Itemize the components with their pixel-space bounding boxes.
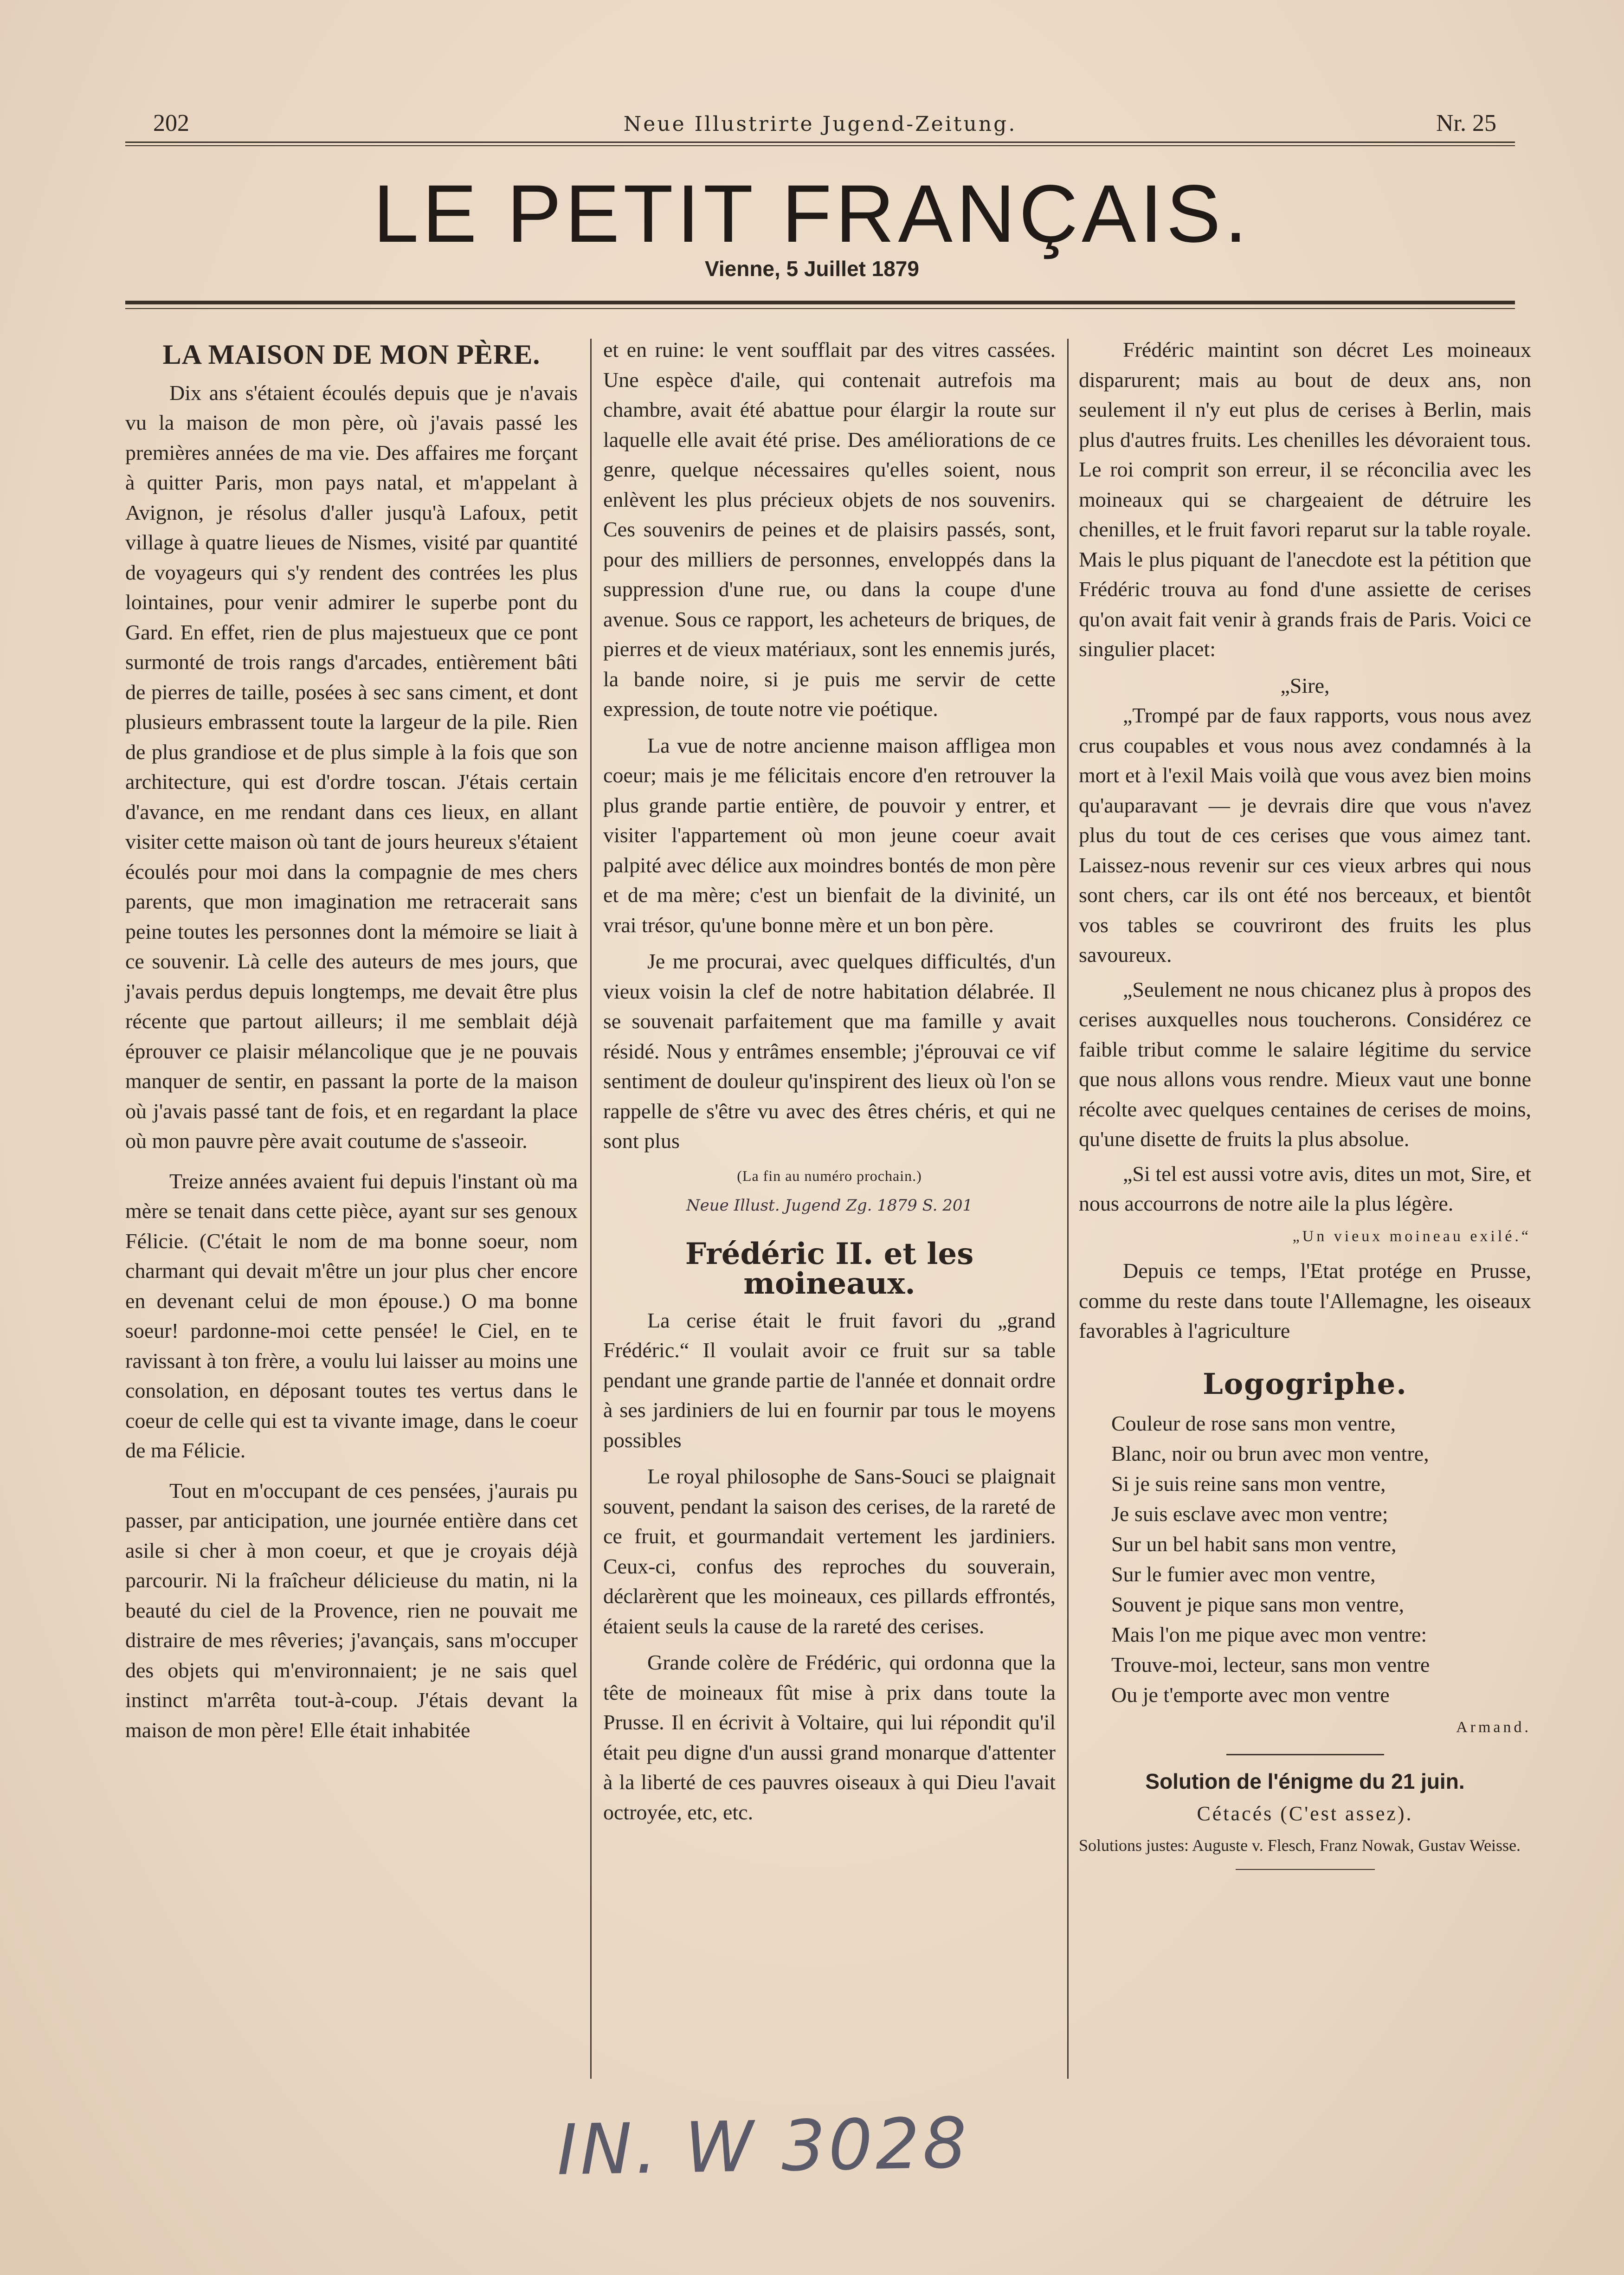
page-number: 202 bbox=[153, 110, 189, 136]
article-paragraph: La cerise était le fruit favori du „grand Frédéric.“ Il voulait avoir ce fruit sur sa table pendant une grande partie de l'année et donnait ordre à ses jardiniers de lui en fournir par tous le moyens possibles bbox=[603, 1308, 1056, 1452]
running-title: Neue Illustrirte Jugend-Zeitung. bbox=[623, 112, 1017, 136]
solution-solvers: Solutions justes: Auguste v. Flesch, Franz Nowak, Gustav Weisse. bbox=[1079, 1836, 1521, 1855]
letter-paragraph: „Seulement ne nous chicanez plus à propos des cerises auxquelles nous toucherons. Considérez ce faible tribut comme le salaire légitime du service que nous allons vous rendre. Mieux vaut une bonne récolte avec quelques centaines de cerises de moins, qu'une disette de fruits la plus absolue. bbox=[1079, 977, 1531, 1151]
header-rule-thin bbox=[125, 145, 1515, 146]
column-2 bbox=[603, 335, 1056, 1827]
article-paragraph: Le royal philosophe de Sans-Souci se plaignait souvent, pendant la saison des cerises, de la rareté de ce fruit, et gourmandait vertement les jardiniers. Ceux-ci, confus des reproches du souverain, déclarèrent que les moineaux, ces pillards effrontés, étaient seuls la cause de la rareté des cerises. bbox=[603, 1464, 1056, 1638]
column-3 bbox=[1079, 335, 1531, 1881]
header-rule bbox=[125, 142, 1515, 143]
solution-answer: Cétacés (C'est assez). bbox=[1197, 1802, 1413, 1825]
masthead-rule-thin bbox=[125, 308, 1515, 309]
poem-line: Trouve-moi, lecteur, sans mon ventre bbox=[1111, 1653, 1430, 1676]
issue-number: Nr. 25 bbox=[1436, 110, 1496, 136]
archive-stamp: IN. W 3028 bbox=[556, 2103, 970, 2191]
article-title: LA MAISON DE MON PÈRE. bbox=[162, 339, 541, 370]
riddle-title: Logogriphe. bbox=[1203, 1366, 1407, 1401]
poem-line: Blanc, noir ou brun avec mon ventre, bbox=[1111, 1442, 1429, 1465]
article-paragraph: Treize années avaient fui depuis l'instant où ma mère se tenait dans cette pièce, ayant sur ses genoux Félicie. (C'était le nom de ma bonne soeur, nom charmant qui devait m'être un jour plus cher encore en devenant celui de mon épouse.) O ma bonne soeur! pardonne-moi cette pensée! le Ciel, en te ravissant à ton frère, a voulu lui laisser au moins une consolation, en déposant toutes tes vertus dans le coeur de celle qui est ta vivante image, dans le coeur de ma Félicie. bbox=[125, 1169, 578, 1462]
article-paragraph: Je me procurai, avec quelques difficultés, d'un vieux voisin la clef de notre habitation délabrée. Il se souvenait parfaitement que ma famille y avait résidé. Nous y entrâmes ensemble; j'éprouvai ce vif sentiment de douleur qu'inspirent des lieux où l'on se rappelle de s'être vu avec des êtres chéris, et qui ne sont plus bbox=[603, 949, 1056, 1153]
letter-paragraph: „Trompé par de faux rapports, vous nous avez crus coupables et vous nous avez condamnés à la mort et à l'exil Mais voilà que vous avez bien moins qu'auparavant — je devrais dire que vous n'avez plus du tout de ces cerises que vous aimez tant. Laissez-nous revenir sur ces vieux arbres qui nous sont chers, car ils ont été nos berceaux, et bientôt vos tables se couvriront des fruits les plus savoureux. bbox=[1079, 703, 1531, 967]
riddle-author: Armand. bbox=[1456, 1719, 1531, 1736]
article-paragraph: et en ruine: le vent soufflait par des vitres cassées. Une espèce d'aile, qui contenait autrefois ma chambre, avait été abattue pour élargir la route sur laquelle elle avait été prise. Des améliorations de ce genre, quelque nécessaires qu'elles soient, nous enlèvent les plus précieux objets de nos souvenirs. Ces souvenirs de peines et de plaisirs passés, sont, pour des milliers de personnes, enveloppés dans la suppression d'une rue, ou dans la coupe d'une avenue. Sous ce rapport, les acheteurs de briques, de pierres et de vieux matériaux, sont les ennemis jurés, la bande noire, si je puis me servir de cette expression, de toute notre vie poétique. bbox=[603, 338, 1056, 721]
solution-title: Solution de l'énigme du 21 juin. bbox=[1145, 1769, 1465, 1793]
article-paragraph: Tout en m'occupant de ces pensées, j'aurais pu passer, par anticipation, une journée entière dans cet asile si cher à mon coeur, et que je croyais déjà parcourir. Ni la fraîcheur délicieuse du matin, ni la beauté du ciel de la Provence, rien ne pouvait me distraire de mes rêveries; j'avançais, sans m'occuper des objets qui m'environnaient; je ne sais quel instinct m'arrêta tout-à-coup. J'étais devant la maison de mon père! Elle était inhabitée bbox=[125, 1478, 578, 1742]
article-paragraph: Frédéric maintint son décret Les moineaux disparurent; mais au bout de deux ans, non seulement il n'y eut plus de cerises à Berlin, mais plus d'autres fruits. Les chenilles les dévoraient tous. Le roi comprit son erreur, il se réconcilia avec les moineaux qui se chargeaient de détruire les chenilles, et le fruit favori reparut sur la table royale. Mais le plus piquant de l'anecdote est la pétition que Frédéric trouva au fond d'une assiette de cerises qu'on avait fait venir à grands frais de Paris. Voici ce singulier placet: bbox=[1079, 338, 1531, 661]
column-divider-2 bbox=[1067, 339, 1069, 2079]
article-paragraph: Dix ans s'étaient écoulés depuis que je n'avais vu la maison de mon père, où j'avais passé les premières années de ma vie. Des affaires me forçant à quitter Paris, mon pays natal, et m'appelant à Avignon, je résolus d'aller jusqu'à Lafoux, petit village à quatre lieues de Nismes, visité par quantité de voyageurs qui s'y rendent des contrées les plus lointaines, pour venir admirer le superbe pont du Gard. En effet, rien de plus majestueux que ce pont surmonté de trois rangs d'arcades, entièrement bâti de pierres de taille, posées à sec sans ciment, et dont plusieurs embrassent toute la largeur de la pile. Rien de plus grandiose et de plus simple à la fois que son architecture, qui est d'ordre toscan. J'étais certain d'avance, en me rendant dans ces lieux, en allant visiter cette maison où tant de jours heureux s'étaient écoulés pour moi dans la compagnie de mes chers parents, que mon imagination me retracerait sans peine toutes les personnes dont la mémoire se liait à ce souvenir. Là celle des auteurs de mes jours, que j'avais perdus depuis longtemps, me devait être plus récente que partout ailleurs; il me semblait déjà éprouver ce plaisir mélancolique que je ne pouvais manquer de sentir, en passant la porte de la maison où j'avais passé tant de fois, et en regardant la place où mon pauvre père avait coutume de s'asseoir. bbox=[125, 380, 578, 1153]
column-divider-1 bbox=[590, 339, 592, 2079]
letter-salutation: „Sire, bbox=[1280, 673, 1330, 697]
poem-line: Je suis esclave avec mon ventre; bbox=[1111, 1502, 1388, 1526]
letter-paragraph: „Si tel est aussi votre avis, dites un mot, Sire, et nous accourrons de notre aile la plus légère. bbox=[1079, 1161, 1531, 1215]
poem-line: Sur le fumier avec mon ventre, bbox=[1111, 1562, 1376, 1586]
article-paragraph: La vue de notre ancienne maison affligea mon coeur; mais je me félicitais encore d'en retrouver la plus grande partie entière, de pouvoir y entrer, et visiter l'appartement où mon jeune coeur avait palpité avec délice aux moindres bontés de mon père et de ma mère; c'est un bienfait de la divinité, un vrai trésor, qu'une bonne mère et un bon père. bbox=[603, 733, 1056, 937]
poem-line: Si je suis reine sans mon ventre, bbox=[1111, 1472, 1386, 1495]
riddle-poem bbox=[1079, 1408, 1531, 1710]
continued-note: (La fin au numéro prochain.) bbox=[737, 1167, 922, 1184]
handwritten-note: Neue Illust. Jugend Zg. 1879 S. 201 bbox=[686, 1196, 973, 1215]
poem-line: Couleur de rose sans mon ventre, bbox=[1111, 1411, 1396, 1435]
masthead-title: LE PETIT FRANÇAIS. bbox=[373, 168, 1251, 259]
letter-signature: „Un vieux moineau exilé.“ bbox=[1292, 1227, 1531, 1245]
poem-line: Sur un bel habit sans mon ventre, bbox=[1111, 1532, 1397, 1556]
dateline: Vienne, 5 Juillet 1879 bbox=[705, 257, 919, 281]
column-1 bbox=[125, 335, 578, 1745]
article-title: Frédéric II. et les moineaux. bbox=[685, 1236, 974, 1301]
poem-line: Souvent je pique sans mon ventre, bbox=[1111, 1592, 1405, 1616]
article-paragraph: Grande colère de Frédéric, qui ordonna que la tête de moineaux fût mise à prix dans toute la Prusse. Il en écrivit à Voltaire, qui lui répondit qu'il était peu digne d'un aussi grand monarque d'attenter à la liberté de ces pauvres oiseaux à qui Dieu l'avait octroyée, etc, etc. bbox=[603, 1650, 1056, 1824]
poem-line: Ou je t'emporte avec mon ventre bbox=[1111, 1683, 1390, 1707]
masthead-rule bbox=[125, 301, 1515, 304]
poem-line: Mais l'on me pique avec mon ventre: bbox=[1111, 1623, 1427, 1646]
article-paragraph: Depuis ce temps, l'Etat protége en Prusse, comme du reste dans toute l'Allemagne, les oiseaux favorables à l'agriculture bbox=[1079, 1259, 1531, 1342]
section-divider bbox=[1236, 1869, 1375, 1870]
section-divider bbox=[1226, 1754, 1384, 1755]
